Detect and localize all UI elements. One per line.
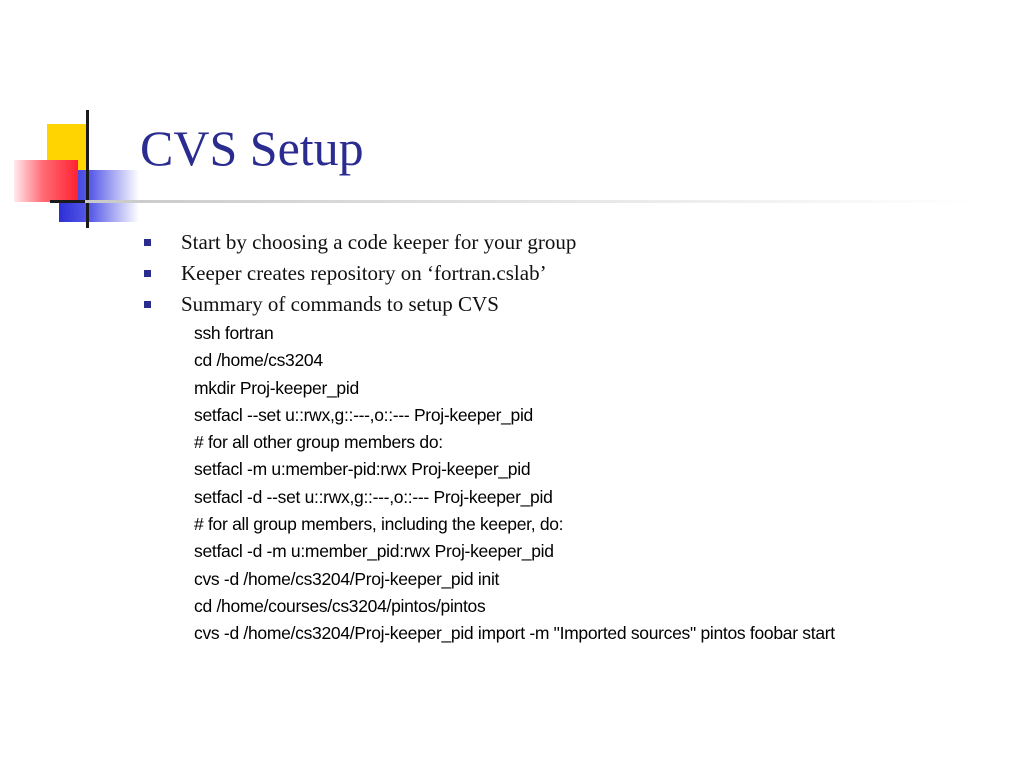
- command-line: ssh fortran: [194, 323, 274, 343]
- command-line: setfacl -d --set u::rwx,g::---,o::--- Proj-keeper_pid: [194, 486, 553, 507]
- command-line: cd /home/courses/cs3204/pintos/pintos: [194, 595, 486, 616]
- bullet-text: Summary of commands to setup CVS: [181, 292, 499, 316]
- square-bullet-icon: [144, 239, 151, 246]
- command-line: cvs -d /home/cs3204/Proj-keeper_pid import -m "Imported sources" pintos foobar start: [194, 623, 835, 644]
- bullet-item: [143, 258, 1003, 289]
- title-underline: [85, 200, 975, 203]
- command-line: cvs -d /home/cs3204/Proj-keeper_pid init: [194, 568, 500, 589]
- command-line: cd /home/cs3204: [194, 350, 323, 371]
- command-line: setfacl --set u::rwx,g::---,o::--- Proj-keeper_pid: [194, 404, 533, 425]
- bullet-text: Start by choosing a code keeper for your group: [181, 230, 577, 254]
- square-bullet-icon: [144, 301, 151, 308]
- square-bullet-icon: [144, 270, 151, 277]
- slide-decoration: [0, 0, 160, 240]
- command-line: setfacl -m u:member-pid:rwx Proj-keeper_pid: [194, 459, 531, 480]
- command-line: mkdir Proj-keeper_pid: [194, 377, 359, 398]
- bullet-item: [143, 227, 1003, 258]
- bullet-list: [143, 227, 1003, 320]
- command-list: [194, 320, 1003, 648]
- bullet-text: Keeper creates repository on ‘fortran.cslab’: [181, 261, 547, 285]
- command-line: setfacl -d -m u:member_pid:rwx Proj-keeper_pid: [194, 541, 554, 562]
- red-square-decoration: [14, 160, 78, 202]
- command-line: # for all other group members do:: [194, 432, 443, 453]
- command-line: # for all group members, including the keeper, do:: [194, 514, 564, 535]
- bullet-item: [143, 289, 1003, 320]
- slide-title: CVS Setup: [140, 120, 364, 176]
- vertical-line-decoration: [86, 110, 89, 228]
- horizontal-line-decoration: [50, 200, 90, 203]
- slide-body: [143, 227, 1003, 648]
